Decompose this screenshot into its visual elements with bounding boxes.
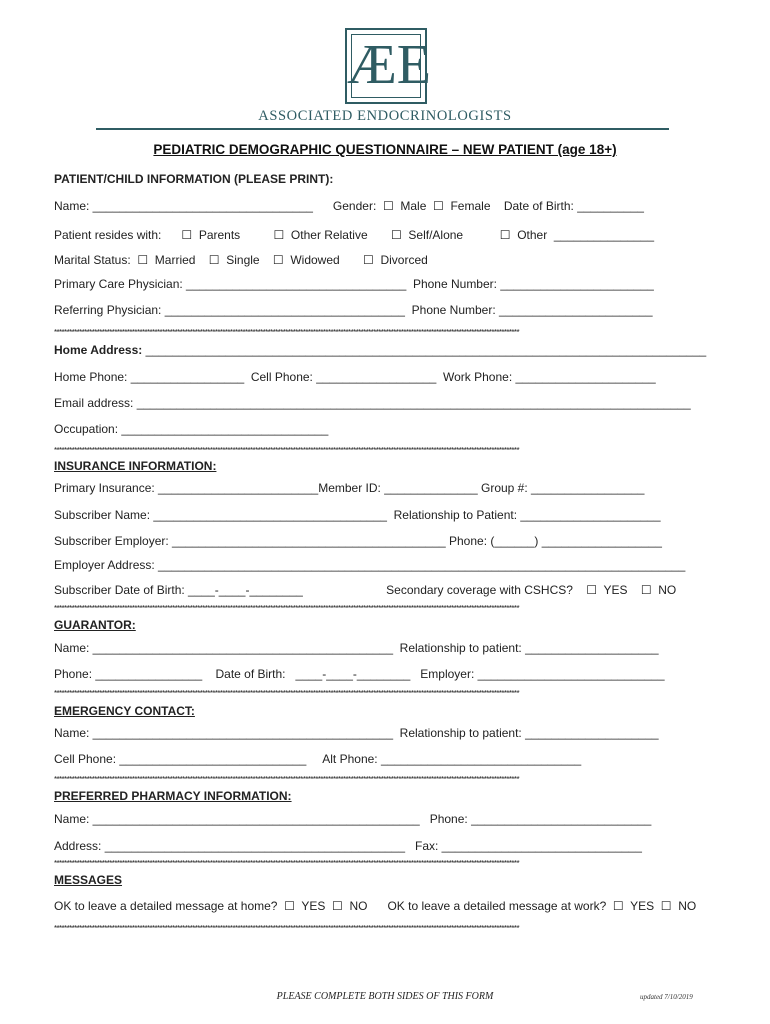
subscriber-employer-row[interactable]: Subscriber Employer: _________________________________________ Phone: (______) __________________: [54, 534, 662, 548]
email-row[interactable]: Email address: ___________________________________________________________________________________: [54, 396, 691, 410]
primary-care-physician-row[interactable]: Primary Care Physician: _________________________________ Phone Number: _______________________: [54, 277, 654, 291]
home-address-field[interactable]: ____________________________________________________________________________________: [142, 343, 707, 357]
section-emergency-contact: EMERGENCY CONTACT:: [54, 704, 195, 718]
logo-mark: ÆE: [347, 34, 431, 96]
form-title: PEDIATRIC DEMOGRAPHIC QUESTIONNAIRE – NEW PATIENT (age 18+): [153, 142, 617, 157]
occupation-row[interactable]: Occupation: _______________________________: [54, 422, 329, 436]
pharmacy-name-row[interactable]: Name: _________________________________________________ Phone: ___________________________: [54, 812, 652, 826]
section-messages: MESSAGES: [54, 873, 123, 887]
subscriber-name-row[interactable]: Subscriber Name: ___________________________________ Relationship to Patient: _____________________: [54, 508, 661, 522]
separator-stars: *****************************************************************************************************************************************************************************************: [54, 860, 519, 868]
logo-name: ASSOCIATED ENDOCRINOLOGISTS: [258, 108, 512, 124]
messages-row[interactable]: OK to leave a detailed message at home? ☐ YES ☐ NO OK to leave a detailed message at work? ☐ YES ☐ NO: [54, 899, 697, 913]
emergency-phones-row[interactable]: Cell Phone: ____________________________ Alt Phone: ______________________________: [54, 752, 582, 766]
section-pharmacy: PREFERRED PHARMACY INFORMATION:: [54, 789, 292, 803]
home-address-row[interactable]: [54, 343, 706, 357]
employer-address-row[interactable]: Employer Address: _______________________________________________________________________________: [54, 558, 686, 572]
marital-status-row[interactable]: Marital Status: ☐ Married ☐ Single ☐ Widowed ☐ Divorced: [54, 253, 428, 267]
separator-stars: *****************************************************************************************************************************************************************************************: [54, 447, 519, 455]
emergency-name-row[interactable]: Name: _____________________________________________ Relationship to patient: ____________________: [54, 726, 659, 740]
separator-stars: *****************************************************************************************************************************************************************************************: [54, 776, 519, 784]
subscriber-dob-cshcs-row[interactable]: Subscriber Date of Birth: ____-____-________ Secondary coverage with CSHCS? ☐ YES ☐ NO: [54, 583, 677, 597]
home-address-label: Home Address:: [54, 343, 143, 357]
section-patient-info: PATIENT/CHILD INFORMATION (PLEASE PRINT):: [54, 172, 334, 186]
footer-note: PLEASE COMPLETE BOTH SIDES OF THIS FORM: [276, 991, 494, 1002]
pharmacy-address-row[interactable]: Address: _____________________________________________ Fax: ______________________________: [54, 839, 642, 853]
separator-stars: *****************************************************************************************************************************************************************************************: [54, 329, 519, 337]
patient-resides-with-row[interactable]: Patient resides with: ☐ Parents ☐ Other Relative ☐ Self/Alone ☐ Other _______________: [54, 228, 654, 242]
separator-stars: *****************************************************************************************************************************************************************************************: [54, 605, 519, 613]
referring-physician-row[interactable]: Referring Physician: ____________________________________ Phone Number: _______________________: [54, 303, 653, 317]
section-guarantor: GUARANTOR:: [54, 618, 136, 632]
separator-stars: *****************************************************************************************************************************************************************************************: [54, 690, 519, 698]
guarantor-name-row[interactable]: Name: _____________________________________________ Relationship to patient: ____________________: [54, 641, 659, 655]
primary-insurance-row[interactable]: Primary Insurance: ________________________Member ID: ______________ Group #: _________________: [54, 481, 645, 495]
logo-divider: [96, 128, 669, 130]
phones-row[interactable]: Home Phone: _________________ Cell Phone: __________________ Work Phone: _____________________: [54, 370, 656, 384]
section-insurance: INSURANCE INFORMATION:: [54, 459, 217, 473]
guarantor-phone-row[interactable]: Phone: ________________ Date of Birth: ____-____-________ Employer: ____________________________: [54, 667, 665, 681]
logo-box: [345, 28, 431, 104]
separator-stars: *****************************************************************************************************************************************************************************************: [54, 925, 519, 933]
patient-name-gender-dob-row[interactable]: Name: _________________________________ Gender: ☐ Male ☐ Female Date of Birth: __________: [54, 199, 644, 213]
updated-date: updated 7/10/2019: [640, 993, 693, 1001]
